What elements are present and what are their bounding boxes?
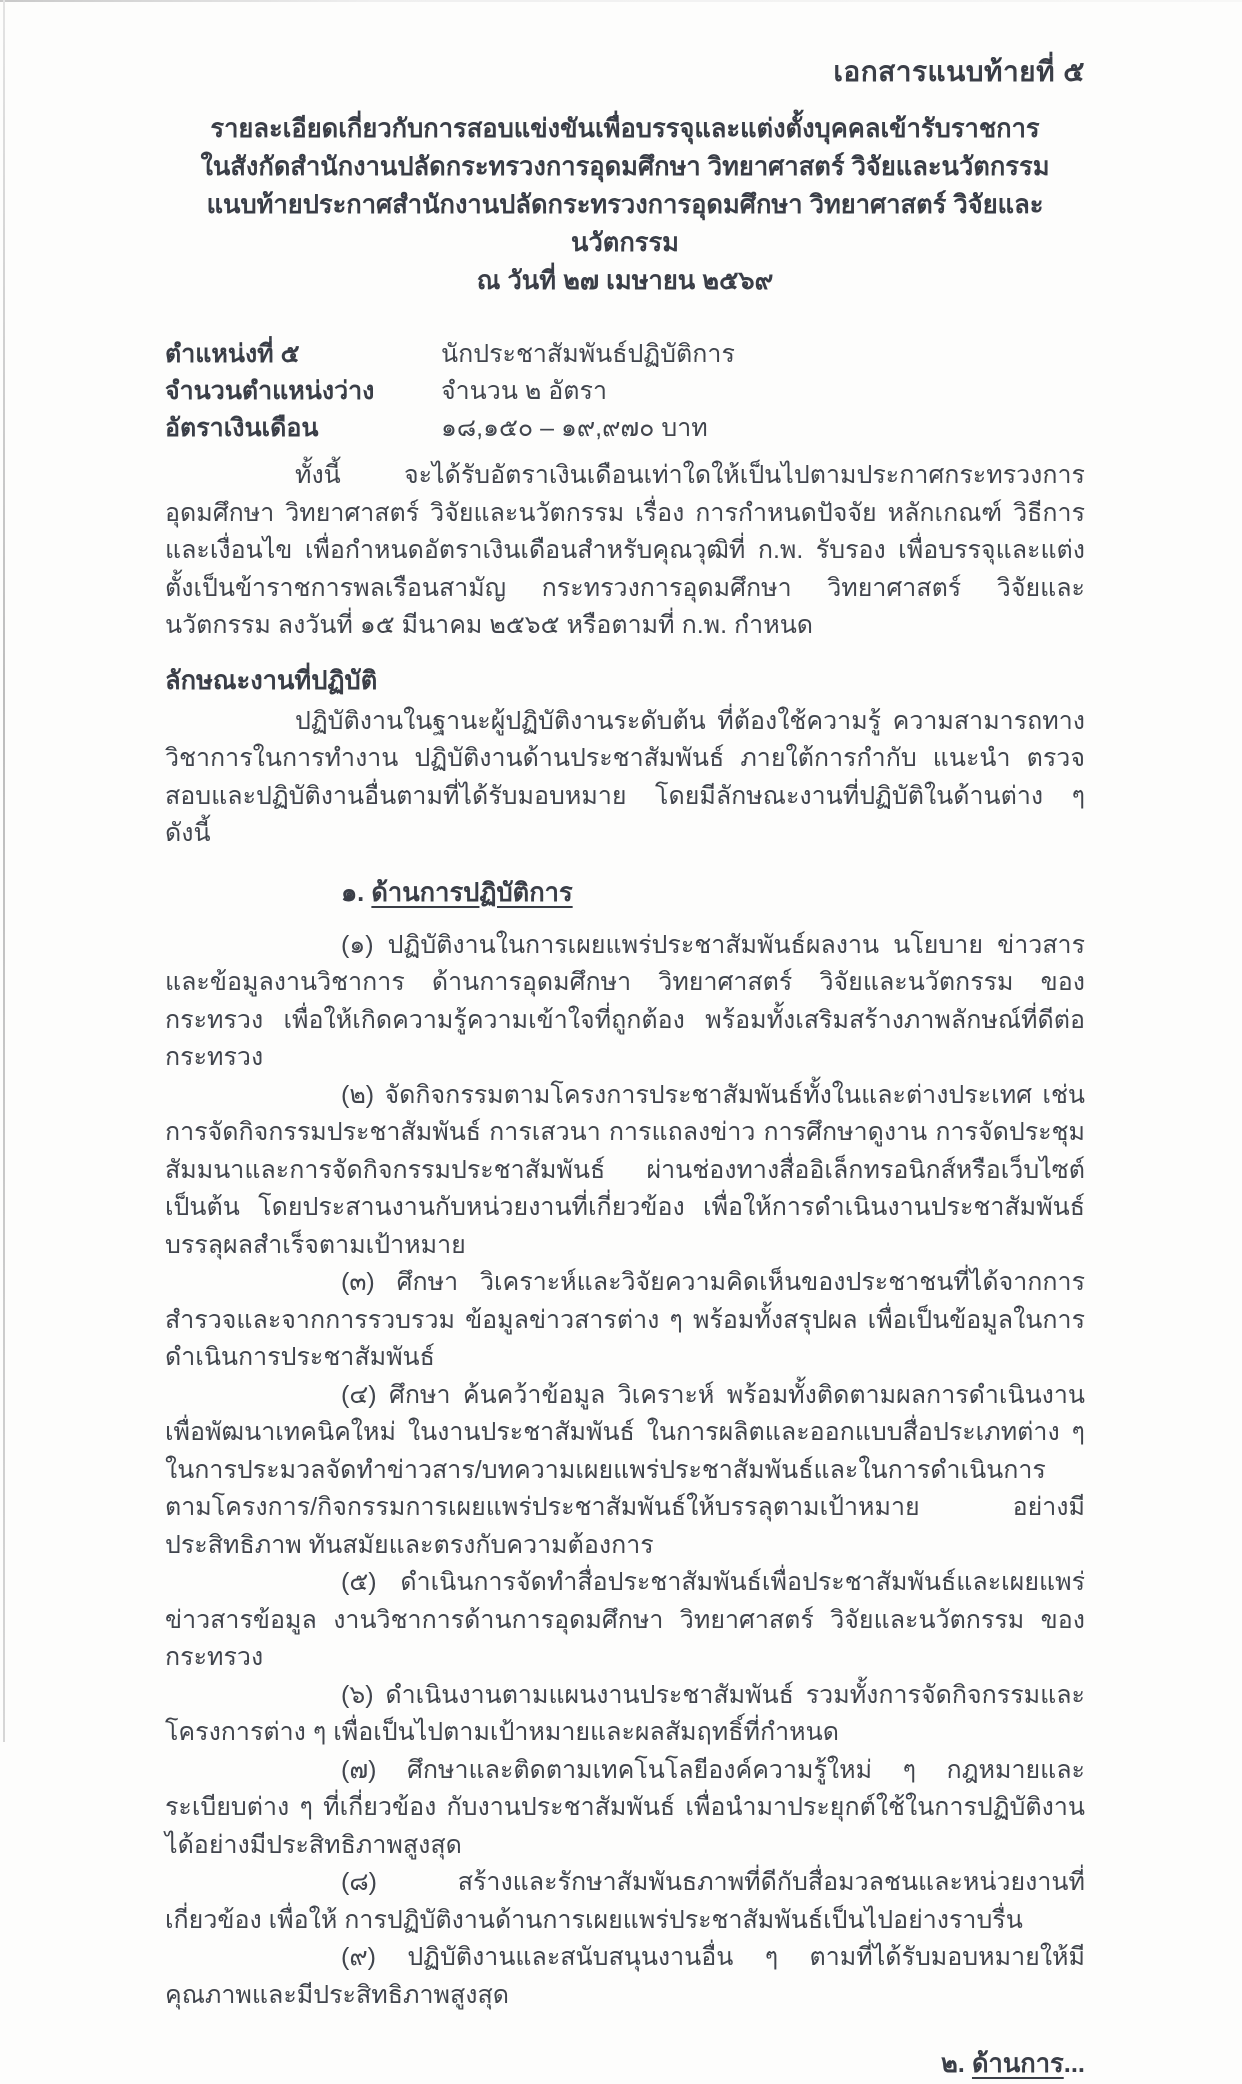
duty-list (165, 927, 1085, 2015)
document-title (165, 110, 1085, 300)
duty-item-1 (165, 927, 1085, 1077)
field-value-vacancies: จำนวน ๒ อัตรา (441, 377, 607, 405)
title-line-3: แนบท้ายประกาศสำนักงานปลัดกระทรวงการอุดมศึกษา วิทยาศาสตร์ วิจัยและนวัตกรรม (206, 191, 1044, 257)
duty-item-2 (165, 1077, 1085, 1265)
position-fields (165, 336, 1085, 447)
duty-number-9: (๙) (341, 1943, 376, 1971)
continuation-number: ๒. (940, 2050, 965, 2078)
duty-text-2: จัดกิจกรรมตามโครงการประชาสัมพันธ์ทั้งในและต่างประเทศ เช่น การจัดกิจกรรมประชาสัมพันธ์ การเสวนา การแถลงข่าว การศึกษาดูงาน การจัดประชุมสัมมนาและการจัดกิจกรรมประชาสัมพันธ์ ผ่านช่องทางสื่ออิเล็กทรอนิกส์หรือเว็บไซต์ เป็นต้น โดยประสานงานกับหน่วยงานที่เกี่ยวข้อง เพื่อให้การดำเนินงานประชาสัมพันธ์บรรลุผลสำเร็จตามเป้าหมาย (165, 1080, 1085, 1259)
duty-number-6: (๖) (341, 1680, 374, 1709)
title-line-2: ในสังกัดสำนักงานปลัดกระทรวงการอุดมศึกษา วิทยาศาสตร์ วิจัยและนวัตกรรม (200, 153, 1050, 181)
job-intro-paragraph: ปฏิบัติงานในฐานะผู้ปฏิบัติงานระดับต้น ที่ต้องใช้ความรู้ ความสามารถทางวิชาการในการทำงาน ปฏิบัติงานด้านประชาสัมพันธ์ ภายใต้การกำกับ แนะนำ ตรวจสอบและปฏิบัติงานอื่นตามที่ได้รับมอบหมาย โดยมีลักษณะงานที่ปฏิบัติในด้านต่าง ๆ ดังนี้ (165, 706, 1085, 847)
duty-number-8: (๘) (341, 1868, 377, 1896)
continuation-title: ด้านการ (971, 2050, 1064, 2078)
subsection-number: ๑. (341, 878, 365, 907)
duty-number-5: (๕) (341, 1568, 377, 1596)
duty-number-4: (๔) (341, 1380, 377, 1409)
field-vacancies (165, 373, 1085, 410)
duty-number-1: (๑) (341, 930, 374, 959)
duty-item-5 (165, 1564, 1085, 1677)
field-position (165, 336, 1085, 373)
field-value-salary: ๑๘,๑๕๐ – ๑๙,๙๗๐ บาท (441, 414, 708, 442)
field-value-position: นักประชาสัมพันธ์ปฏิบัติการ (441, 340, 735, 368)
duty-item-8 (165, 1864, 1085, 1939)
subsection-title: ด้านการปฏิบัติการ (371, 878, 573, 907)
duty-text-4: ศึกษา ค้นคว้าข้อมูล วิเคราะห์ พร้อมทั้งติดตามผลการดำเนินงาน เพื่อพัฒนาเทคนิคใหม่ ในงานประชาสัมพันธ์ ในการผลิตและออกแบบสื่อประเภทต่าง ๆ ในการประมวลจัดทำข่าวสาร/บทความเผยแพร่ประชาสัมพันธ์และในการดำเนินการตามโครงการ/กิจกรรมการเผยแพร่ประชาสัมพันธ์ให้บรรลุตามเป้าหมาย อย่างมีประสิทธิภาพ ทันสมัยและตรงกับความต้องการ (165, 1380, 1085, 1559)
field-label-salary: อัตราเงินเดือน (165, 414, 319, 442)
duty-text-3: ศึกษา วิเคราะห์และวิจัยความคิดเห็นของประชาชนที่ได้จากการสำรวจและจากการรวบรวม ข้อมูลข่าวสารต่าง ๆ พร้อมทั้งสรุปผล เพื่อเป็นข้อมูลในการดำเนินการประชาสัมพันธ์ (165, 1268, 1085, 1371)
duty-item-3 (165, 1264, 1085, 1377)
field-salary (165, 410, 1085, 447)
duty-number-7: (๗) (341, 1755, 377, 1784)
duty-text-7: ศึกษาและติดตามเทคโนโลยีองค์ความรู้ใหม่ ๆ กฎหมายและระเบียบต่าง ๆ ที่เกี่ยวข้อง กับงานประชาสัมพันธ์ เพื่อนำมาประยุกต์ใช้ในการปฏิบัติงานได้อย่างมีประสิทธิภาพสูงสุด (165, 1755, 1085, 1859)
duty-text-8: สร้างและรักษาสัมพันธภาพที่ดีกับสื่อมวลชนและหน่วยงานที่เกี่ยวข้อง เพื่อให้ การปฏิบัติงานด้านการเผยแพร่ประชาสัมพันธ์เป็นไปอย่างราบรื่น (165, 1868, 1085, 1934)
duty-number-3: (๓) (341, 1268, 375, 1296)
duty-number-2: (๒) (341, 1080, 375, 1109)
subsection-heading-operations (165, 873, 1085, 913)
duty-item-4 (165, 1377, 1085, 1565)
duty-text-5: ดำเนินการจัดทำสื่อประชาสัมพันธ์เพื่อประชาสัมพันธ์และเผยแพร่ข่าวสารข้อมูล งานวิชาการด้านการอุดมศึกษา วิทยาศาสตร์ วิจัยและนวัตกรรม ของกระทรวง (165, 1568, 1085, 1671)
duty-item-7 (165, 1752, 1085, 1865)
duty-text-1: ปฏิบัติงานในการเผยแพร่ประชาสัมพันธ์ผลงาน นโยบาย ข่าวสารและข้อมูลงานวิชาการ ด้านการอุดมศึกษา วิทยาศาสตร์ วิจัยและนวัตกรรม ของกระทรวง เพื่อให้เกิดความรู้ความเข้าใจที่ถูกต้อง พร้อมทั้งเสริมสร้างภาพลักษณ์ที่ดีต่อกระทรวง (165, 930, 1085, 1071)
duty-item-9 (165, 1939, 1085, 2014)
field-label-position: ตำแหน่งที่ ๕ (165, 340, 300, 368)
continuation-ellipsis: ... (1063, 2050, 1085, 2078)
duty-text-9: ปฏิบัติงานและสนับสนุนงานอื่น ๆ ตามที่ได้รับมอบหมายให้มีคุณภาพและมีประสิทธิภาพสูงสุด (165, 1943, 1085, 2009)
duty-text-6: ดำเนินงานตามแผนงานประชาสัมพันธ์ รวมทั้งการจัดกิจกรรมและโครงการต่าง ๆ เพื่อเป็นไปตามเป้าหมายและผลสัมฤทธิ์ที่กำหนด (165, 1680, 1085, 1746)
title-line-4: ณ วันที่ ๒๗ เมษายน ๒๕๖๙ (476, 267, 774, 295)
page-continuation-marker (165, 2044, 1085, 2084)
salary-note-paragraph: ทั้งนี้ จะได้รับอัตราเงินเดือนเท่าใดให้เป็นไปตามประกาศกระทรวงการอุดมศึกษา วิทยาศาสตร์ วิจัยและนวัตกรรม เรื่อง การกำหนดปัจจัย หลักเกณฑ์ วิธีการ และเงื่อนไข เพื่อกำหนดอัตราเงินเดือนสำหรับคุณวุฒิที่ ก.พ. รับรอง เพื่อบรรจุและแต่งตั้งเป็นข้าราชการพลเรือนสามัญ กระทรวงการอุดมศึกษา วิทยาศาสตร์ วิจัยและนวัตกรรม ลงวันที่ ๑๕ มีนาคม ๒๕๖๕ หรือตามที่ ก.พ. กำหนด (165, 461, 1085, 639)
job-description-heading: ลักษณะงานที่ปฏิบัติ (165, 666, 378, 695)
field-label-vacancies: จำนวนตำแหน่งว่าง (165, 377, 375, 405)
attachment-label: เอกสารแนบท้ายที่ ๕ (833, 56, 1085, 87)
duty-item-6 (165, 1677, 1085, 1752)
title-line-1: รายละเอียดเกี่ยวกับการสอบแข่งขันเพื่อบรรจุและแต่งตั้งบุคคลเข้ารับราชการ (210, 115, 1040, 143)
